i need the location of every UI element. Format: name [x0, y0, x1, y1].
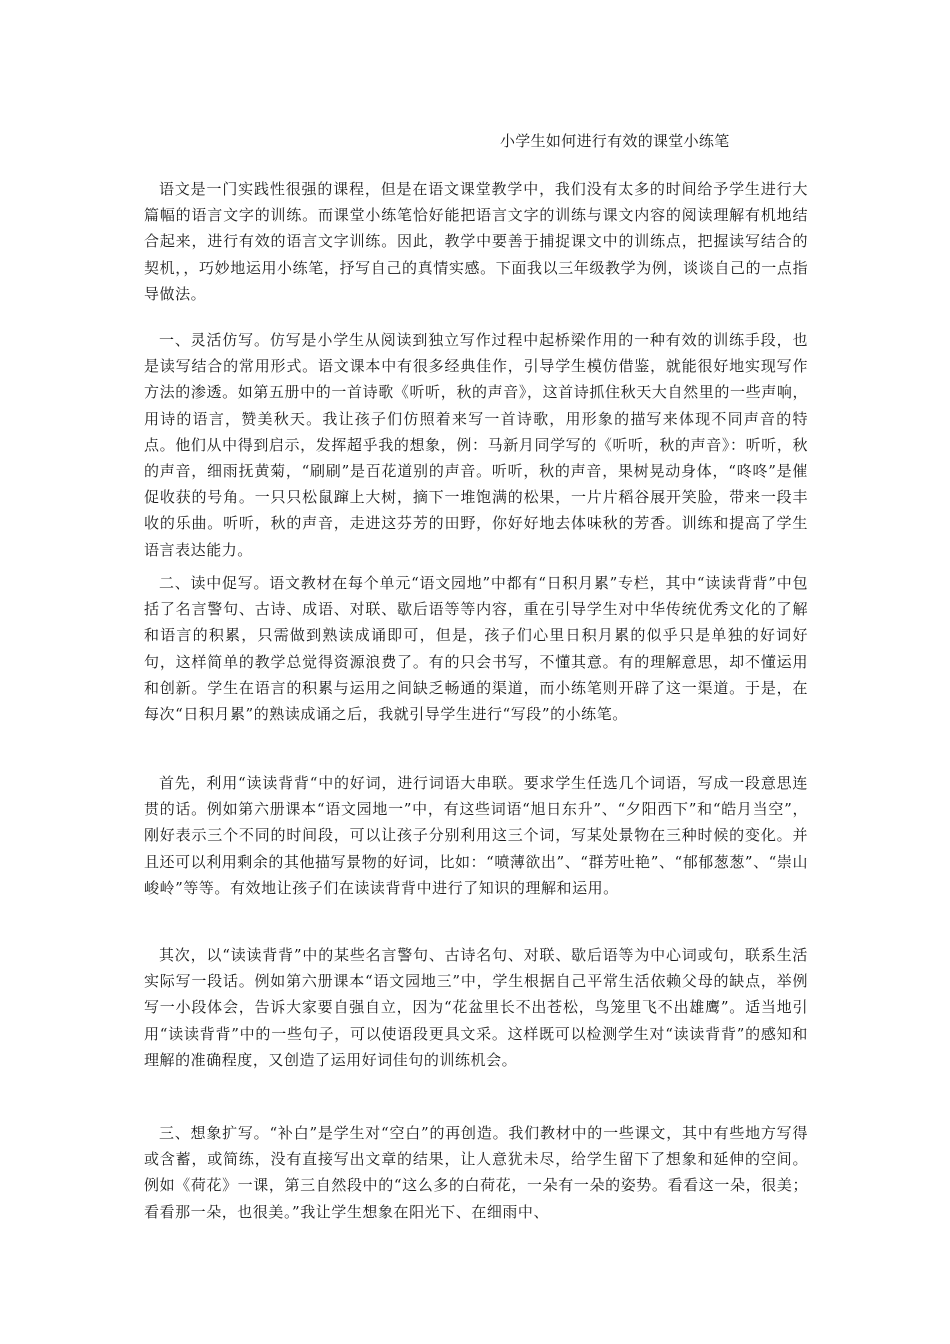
paragraph-section-1: 一、灵活仿写。仿写是小学生从阅读到独立写作过程中起桥梁作用的一种有效的训练手段，也是读写结合的常用形式。语文课本中有很多经典佳作，引导学生模仿借鉴，就能很好地实现写作方法的渗透。如第五册中的一首诗歌《听听，秋的声音》，这首诗抓住秋天大自然里的一些声响，用诗的语言，赞美秋天。我让孩子们仿照着来写一首诗歌，用形象的描写来体现不同声音的特点。他们从中得到启示，发挥超乎我的想象，例：马新月同学写的《听听，秋的声音》：听听，秋的声音，细雨抚黄菊，“刷刷”是百花道别的声音。听听，秋的声音，果树晃动身体，“咚咚”是催促收获的号角。一只只松鼠蹿上大树，摘下一堆饱满的松果，一片片稻谷展开笑脸，带来一段丰收的乐曲。听听，秋的声音，走进这芬芳的田野，你好好地去体味秋的芳香。训练和提高了学生语言表达能力。 [144, 331, 808, 559]
paragraph-secondly: 其次，以“读读背背”中的某些名言警句、古诗名句、对联、歇后语等为中心词或句，联系生活实际写一段话。例如第六册课本“语文园地三”中，学生根据自己平常生活依赖父母的缺点，举例写一小段体会，告诉大家要自强自立，因为“花盆里长不出苍松，鸟笼里飞不出雄鹰”。适当地引用“读读背背”中的一些句子，可以使语段更具文采。这样既可以检测学生对“读读背背”的感知和理解的准确程度，又创造了运用好词佳句的训练机会。 [144, 946, 808, 1069]
paragraph-firstly: 首先，利用“读读背背“中的好词，进行词语大串联。要求学生任选几个词语，写成一段意思连贯的话。例如第六册课本“语文园地一”中，有这些词语“旭日东升”、“夕阳西下”和“皓月当空”，刚好表示三个不同的时间段，可以让孩子分别利用这三个词，写某处景物在三种时候的变化。并且还可以利用剩余的其他描写景物的好词，比如：“喷薄欲出”、“群芳吐艳”、“郁郁葱葱”、“崇山峻岭”等等。有效地让孩子们在读读背背中进行了知识的理解和运用。 [144, 774, 808, 897]
paragraph-section-3: 三、想象扩写。“补白”是学生对“空白”的再创造。我们教材中的一些课文，其中有些地方写得或含蓄，或简练，没有直接写出文章的结果，让人意犹未尽，给学生留下了想象和延伸的空间。例如《荷花》一课，第三自然段中的“这么多的白荷花，一朵有一朵的姿势。看看这一朵，很美；看看那一朵，也很美。”我让学生想象在阳光下、在细雨中、 [144, 1124, 808, 1221]
paragraph-intro: 语文是一门实践性很强的课程，但是在语文课堂教学中，我们没有太多的时间给予学生进行大篇幅的语言文字的训练。而课堂小练笔恰好能把语言文字的训练与课文内容的阅读理解有机地结合起来，进行有效的语言文字训练。因此，教学中要善于捕捉课文中的训练点，把握读写结合的契机，，巧妙地运用小练笔，抒写自己的真情实感。下面我以三年级教学为例，谈谈自己的一点指导做法。 [144, 180, 808, 303]
paragraph-section-2: 二、读中促写。语文教材在每个单元“语文园地”中都有“日积月累”专栏，其中“读读背背”中包括了名言警句、古诗、成语、对联、歇后语等等内容，重在引导学生对中华传统优秀文化的了解和语言的积累，只需做到熟读成诵即可，但是，孩子们心里日积月累的似乎只是单独的好词好句，这样简单的教学总觉得资源浪费了。有的只会书写，不懂其意。有的理解意思，却不懂运用和创新。学生在语言的积累与运用之间缺乏畅通的渠道，而小练笔则开辟了这一渠道。于是，在每次“日积月累”的熟读成诵之后，我就引导学生进行“写段”的小练笔。 [144, 574, 808, 724]
document-title: 小学生如何进行有效的课堂小练笔 [500, 132, 730, 150]
